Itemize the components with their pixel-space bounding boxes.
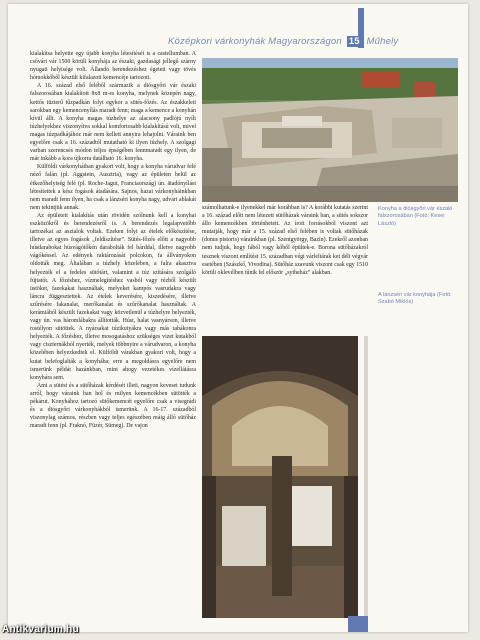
photo-margin-band (364, 336, 368, 618)
page-number: 15 (348, 36, 360, 47)
text-column-left (30, 50, 196, 610)
photo-diosgyor-kitchen (202, 58, 458, 202)
magazine-page (8, 4, 468, 632)
running-head (168, 36, 458, 50)
paragraph: kialakítsa helyette egy újabb konyha létesítését is a castellumban. A csővári vár 1500 körüli konyhája az északi, gazdasági jellegű szárny nyugati helyisége volt. Állandó berendezéshez égetett vagy tövés hómokkőből készült kifalazott kemencéje tartozott. (30, 51, 196, 82)
photo-caption-2: A lánzséri vár konyhája (Fotó: Szabó Miklós) (378, 292, 452, 306)
photo-caption-1: Konyha a diósgyőri vár északi falszorosában (Fotó: Kesei László) (378, 206, 453, 227)
text-column-right (202, 204, 368, 332)
paragraph: számolhatunk-e ilyenekkel már korábban is? A korábbi kutatás szerint a 16. század előtt nem létezett sütőházak váraink ban, a sütés sokszor állo kemencékben történhetett. Az írott forrásokból viszont azt mutatják, hogy már a 15. század első felében is voltak sütőházak (donus pistoris) várainkban (pl. Szentgyörgy, Bazin). Ezekről azonban nem tudjuk, hogy fából vagy kőből épültek-e. Borona sütőházakról tesznek viszont említést 15. században végi várleltárak ket déli végvár esetében (Szászkő, Vivodina). Sütőház szavunk viszont csak egy 1510 körüli oklevélben tűnik fel először „sytheház” alakban. (202, 205, 368, 276)
paragraph: Ami a sütést és a sütőházak kérdését illeti, nagyon keveset tudunk arról, hogy váraink ban hol és milyen kemencékben sütötték a pékárut. Konyhához tartozó sütőkemencét egyelőre csak a visegrádi és a diósgyőri várkonyhákból ismerünk. A 16-17. századból viszonylag számos, részben vagy teljes egészében máig álló sütőház maradt fenn (pl. Fraknó, Füzér, Sümeg). De vajon (30, 382, 196, 430)
running-head-title: Középkori várkonyhák Magyarországon (168, 36, 342, 47)
photo-lanzser-kitchen (202, 336, 358, 618)
paragraph: Külföldi várkonyháiban gyakori volt, hogy a konyha várudvar felé néző falán (pl. Aggstein, Ausztria), vagy az épületen belül az étkezőhelyiség felé (pl. Roche-Jagut, Franciaország) ún. ätadónyílást létesítettek a kész fogások átadására. Sajnos, hazai várkonyháinkban nem maradt fenn ilyen, ha csak a lánzséri konyha nagy, udvari ablakát nem tekintjük annak. (30, 164, 196, 211)
watermark-logo: Antikvarium.hu (2, 624, 79, 635)
footer-color-bar (348, 616, 368, 632)
paragraph: Az épületeit kialakítás után rövidén szólnunk kell a konyhai eszközökről és berendezésről is. A berendezés legalapvetőbb tartozékai az asztalok voltak. Ezeken folyt az ételek előkészítése, illetve az egyes fogások „feldíszítése”. Sütés-főzés előtt a nagyobb húsdarabokat húsvágótőkén darabolták fel bárddal, illetve nagyobb vágókéssel. Az edények raktározását polcokon, fa állványokon oldották meg. Általában a túzhely közelében, a falra akasztva helyezték el a fedeles sütőtárt, valamint a túz szítására szolgáló fújtatót. A főzéshez, vízmelegítéshez vasból vagy rézből készült üstöket, fazekakat használtak, melyeket kampós vasrudakra vagy láncra függesztettek. Az ételek keverésére, kiszedésére, illetve szűrésére fakanalat, merőkanalat és szűrőkanalat használtak. A kerámiából készült fazekakat vagy közvetlenül a túzhelyre helyezték, vagy ún. vas háromlábakra állították. Húst, halat vasnyárson, illetve rostélyon sütöttek. A nyársakat túzikutyákra vagy más tabákonra helyezték. A főzéshez, illetve mosogatáshoz szükséges vizet kutakból vagy ciszternákból nyerték, melyek többnyire a várudvaron, a konyha közelében helyezkedtek el. Külföldi várakban gyakori volt, hogy a kutat belefoglalták a konyhába; erre a megoldásra egyelőre nem ismerünk példát hazánkban, mint ahogy vezetékes vízellátásra konyhára sem. (30, 212, 196, 381)
paragraph: A 16. század első feléből származik a diósgyőri vár északi falszorosában kialakított 8x8 m-es konyha, melynek közepén nagy, kettős tüzterű tűzpadkán folyt egykor a sütés-főzés. Az északkeleti sarokban egy kemencenyílás maradt fenn; maga a kemence a konyhán kívül állt. A konyha magas túzhelye az alacsony padlójú nyílt túzhelyekhez viszonyítva sokkal komfortosabb kialakítású volt, mivel magas túzpadkájához már nem kellett annyira lehajolni. Váraink ben egyelőre csak a 16. századtól mutatható ki ilyen túzhely. A szolgagi varban szerencsés módon teljes épségében fennmaradt egy ilyen, de már inkább a kora újkorra datálható 16. konyha. (30, 83, 196, 163)
running-head-section: Műhely (366, 36, 399, 47)
